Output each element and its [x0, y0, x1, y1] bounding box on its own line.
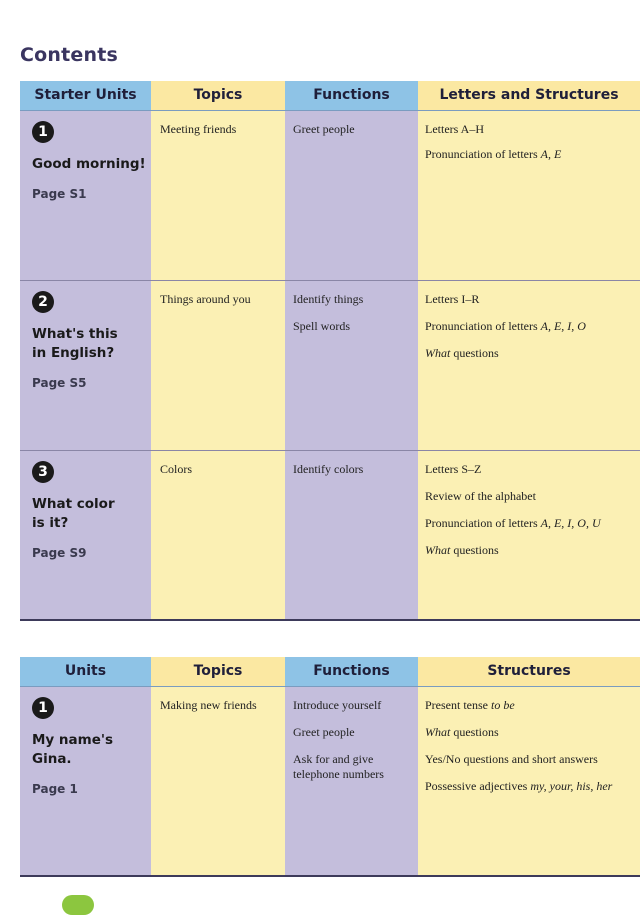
- unit-page: Page S5: [32, 376, 87, 390]
- unit-number-badge: 2: [32, 291, 54, 313]
- unit-info: [32, 121, 147, 202]
- functions-cell: Greet people: [293, 122, 355, 136]
- structures-cell: Letters I–R Pronunciation of letters A, E, I, O What questions: [425, 292, 586, 360]
- unit-page: Page S1: [32, 187, 87, 201]
- structures-cell: Letters A–H Pronunciation of letters A, E: [425, 122, 562, 161]
- topics-cell: Colors: [160, 462, 193, 476]
- unit-page: Page 1: [32, 782, 78, 796]
- unit-info: [32, 697, 147, 797]
- page-title: Contents: [20, 44, 119, 66]
- structures-cell: Letters S–Z Review of the alphabet Pronunciation of letters A, E, I, O, U What questions: [425, 462, 601, 557]
- header-structures: Structures: [418, 657, 640, 687]
- page-number-badge: [62, 895, 94, 915]
- structures-cell: Present tense to be What questions Yes/No questions and short answers Possessive adjectives my, your, his, her: [425, 698, 613, 793]
- unit-title: My name's Gina.: [32, 732, 114, 767]
- table-bottom-rule: [20, 619, 640, 621]
- header-topics: Topics: [151, 657, 285, 687]
- header-functions: Functions: [285, 81, 418, 111]
- unit-info: [32, 291, 147, 391]
- topics-cell: Things around you: [160, 292, 251, 306]
- unit-number-badge: 3: [32, 461, 54, 483]
- header-topics: Topics: [151, 81, 285, 111]
- unit-title: What color is it?: [32, 496, 115, 531]
- functions-cell: Introduce yourself Greet people Ask for and give telephone numbers: [293, 698, 384, 781]
- unit-number-badge: 1: [32, 121, 54, 143]
- starter-units-table: [20, 81, 640, 621]
- unit-page: Page S9: [32, 546, 87, 560]
- unit-title: Good morning!: [32, 156, 146, 172]
- unit-title: What's this in English?: [32, 326, 118, 361]
- topics-cell: Meeting friends: [160, 122, 237, 136]
- functions-cell: Identify colors: [293, 462, 364, 476]
- row-divider: [20, 280, 640, 281]
- header-functions: Functions: [285, 657, 418, 687]
- header-starter-units: Starter Units: [20, 81, 151, 111]
- header-units: Units: [20, 657, 151, 687]
- header-letters-structures: Letters and Structures: [418, 81, 640, 111]
- table-bottom-rule: [20, 875, 640, 877]
- unit-info: [32, 461, 147, 561]
- unit-number-badge: 1: [32, 697, 54, 719]
- row-divider: [20, 450, 640, 451]
- units-table: [20, 657, 640, 877]
- functions-cell: Identify things Spell words: [293, 292, 364, 333]
- topics-cell: Making new friends: [160, 698, 257, 712]
